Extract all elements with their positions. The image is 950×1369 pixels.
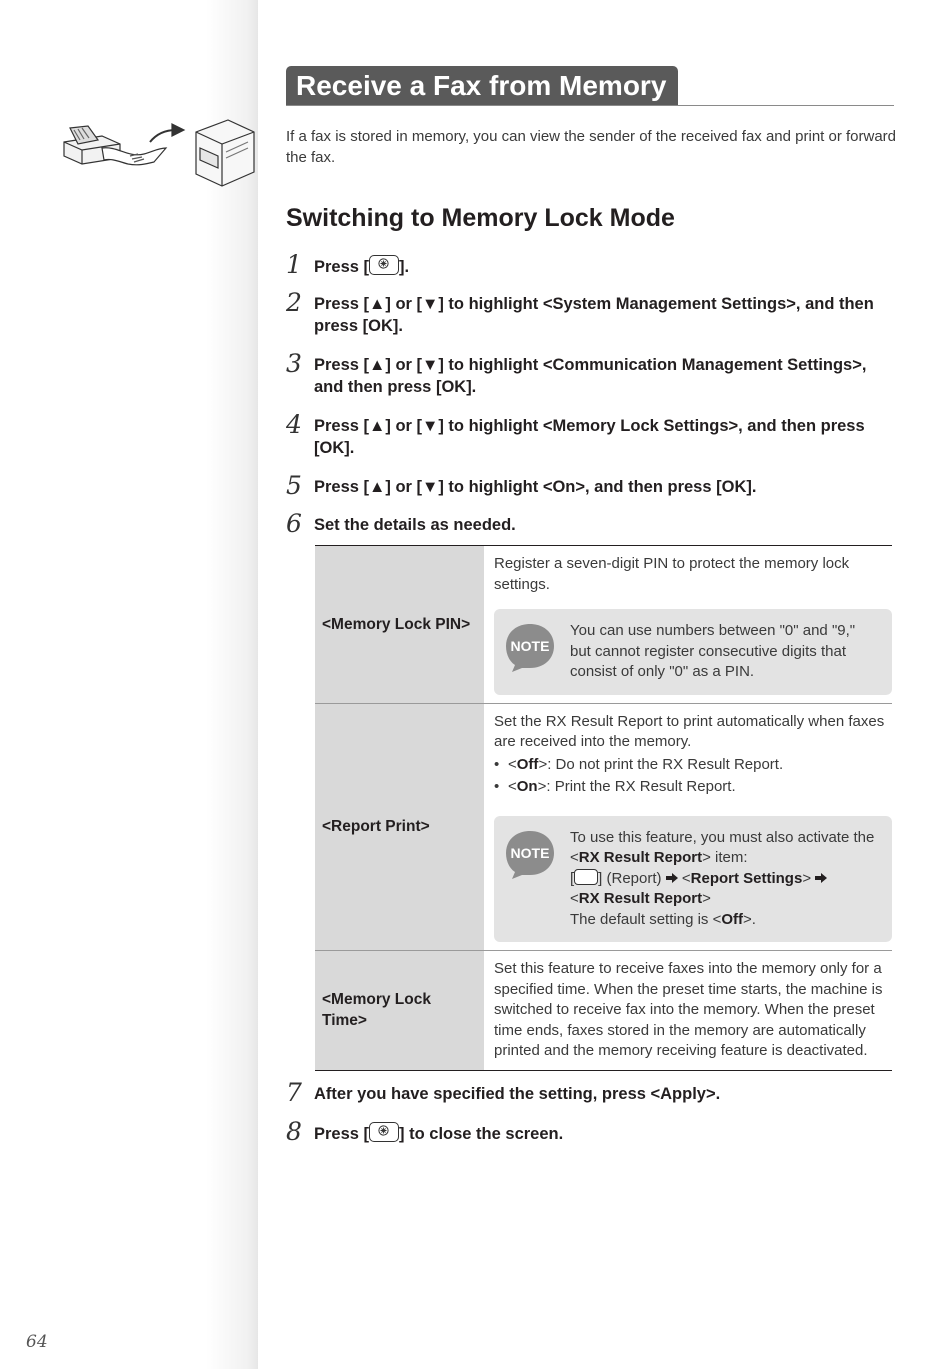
step-number: 1 (286, 250, 302, 279)
step-text: Press [▲] or [▼] to highlight <On>, and then press [OK]. (314, 478, 757, 496)
step-text: Set the details as needed. (314, 516, 516, 534)
step-number: 2 (286, 288, 302, 317)
right-arrow-icon (666, 873, 678, 883)
setting-description (484, 546, 892, 704)
note-path: <RX Result Report> (570, 890, 711, 907)
step-number: 3 (286, 349, 302, 378)
step-text: Press [▲] or [▼] to highlight <Memory Lock Settings>, and then press [OK]. (314, 417, 865, 457)
section-title: Switching to Memory Lock Mode (286, 204, 675, 232)
setting-label: <Memory Lock Time> (315, 951, 484, 1071)
step-number: 5 (286, 471, 302, 500)
step-number: 8 (286, 1117, 302, 1146)
list-item: • <Off>: Do not print the RX Result Report. (494, 755, 892, 776)
table-row (315, 703, 892, 951)
left-margin-shade (0, 0, 258, 1369)
right-arrow-icon (815, 873, 827, 883)
intro-text: If a fax is stored in memory, you can view the sender of the received fax and print or forward the fax. (286, 128, 897, 166)
setting-description (484, 703, 892, 951)
step-text: Press [ ] to close the screen. (314, 1122, 894, 1145)
page-title: Receive a Fax from Memory (286, 66, 678, 106)
note-box (494, 609, 892, 695)
setting-label: <Report Print> (315, 703, 484, 951)
table-row (315, 546, 892, 704)
settings-table (315, 545, 892, 1071)
step-number: 7 (286, 1078, 302, 1107)
note-box (494, 816, 892, 943)
page-number: 64 (26, 1332, 48, 1352)
note-path: [ ] (Report) <Report Settings> (570, 869, 880, 890)
note-icon (502, 621, 558, 673)
table-row (315, 951, 892, 1071)
description-text: Register a seven-digit PIN to protect the memory lock settings. (494, 555, 850, 593)
step-text: Press [▲] or [▼] to highlight <Communication Management Settings>, and then press [OK]. (314, 356, 867, 396)
step-number: 6 (286, 509, 302, 538)
list-item: • <On>: Print the RX Result Report. (494, 777, 892, 798)
note-text: The default setting is <Off>. (570, 910, 756, 928)
title-underline (286, 105, 894, 106)
step-number: 4 (286, 410, 302, 439)
svg-text:NOTE: NOTE (510, 638, 550, 654)
step-text: Press [ ]. (314, 255, 894, 278)
note-text: <RX Result Report> item: (570, 849, 748, 866)
note-icon (502, 828, 558, 880)
setting-description: Set this feature to receive faxes into the memory only for a specified time. When the preset time starts, the machine is switched to receive fax into the memory. When the preset time ends, faxes stored in the memory are automatically printed and the memory receiving feature is deactivated. (494, 960, 883, 1059)
menu-key-icon (369, 255, 399, 275)
step-text: After you have specified the setting, press <Apply>. (314, 1085, 721, 1103)
menu-key-icon (369, 1122, 399, 1142)
setting-label: <Memory Lock PIN> (315, 546, 484, 704)
fax-to-printer-illustration (58, 118, 264, 190)
svg-text:NOTE: NOTE (510, 844, 550, 861)
note-text: You can use numbers between "0" and "9," but cannot register consecutive digits that consist of only "0" as a PIN. (570, 622, 856, 680)
description-text: Set the RX Result Report to print automatically when faxes are received into the memory. (494, 712, 885, 750)
note-text: To use this feature, you must also activate the (570, 828, 875, 846)
step-text: Press [▲] or [▼] to highlight <System Management Settings>, and then press [OK]. (314, 295, 874, 335)
report-key-icon (574, 869, 598, 885)
